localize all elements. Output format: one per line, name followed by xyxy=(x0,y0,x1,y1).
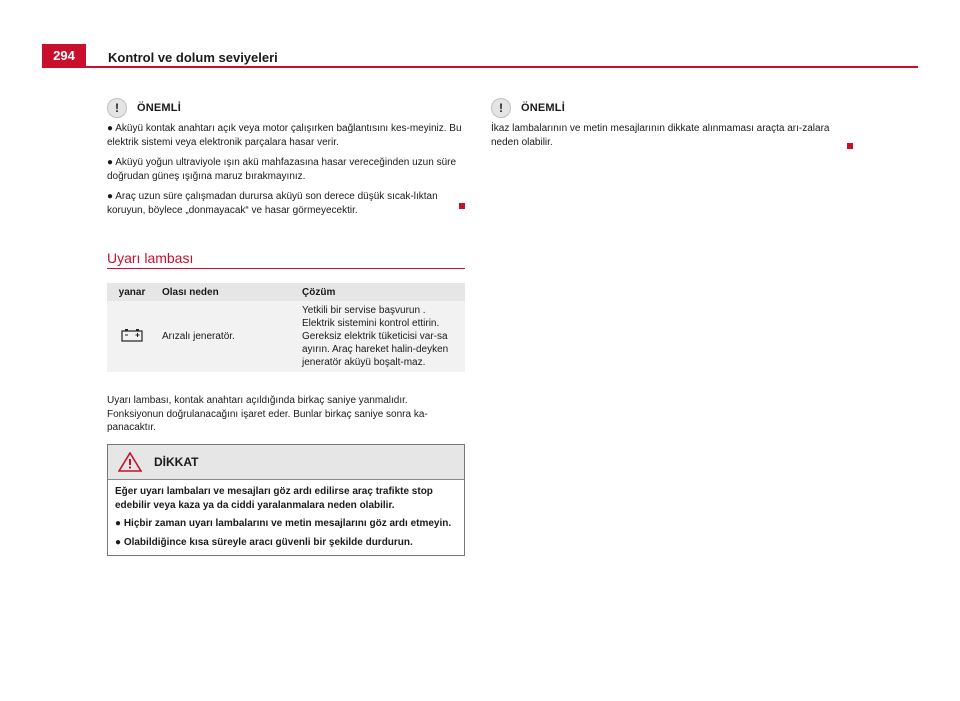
table-row xyxy=(107,301,465,372)
caution-header xyxy=(108,445,464,480)
caution-item: ● Hiçbir zaman uyarı lambalarını ve metin mesajlarını göz ardı etmeyin. xyxy=(115,518,452,529)
header-divider xyxy=(42,66,918,68)
caution-box xyxy=(107,444,465,556)
exclamation-icon: ! xyxy=(491,98,511,118)
caution-body xyxy=(108,480,464,559)
notice-title: ÖNEMLİ xyxy=(521,102,565,114)
column-header: Çözüm xyxy=(297,283,465,301)
table-header-row xyxy=(107,283,465,301)
page-title: Kontrol ve dolum seviyeleri xyxy=(108,50,278,65)
notice-title: ÖNEMLİ xyxy=(137,102,181,114)
section-title: Uyarı lambası xyxy=(107,250,194,266)
notice-important-right xyxy=(491,98,849,156)
notice-item: ● Aküyü yoğun ultraviyole ışın akü mahfazasına hasar vereceğinden uzun süre doğrudan güneş ışığına maruz bırakmayınız. xyxy=(107,157,457,182)
column-header: Olası neden xyxy=(157,283,297,301)
solution-cell: Yetkili bir servise başvurun . Elektrik sistemini kontrol ettirin. Gereksiz elektrik tüketicisi var-sa ayırın. Araç hareket halin-deyken jeneratör aküyü boşalt-maz. xyxy=(297,301,465,372)
warning-lamp-table xyxy=(107,283,465,372)
body-text: Uyarı lambası, kontak anahtarı açıldığında birkaç saniye yanmalıdır. Fonksiyonun doğrulanacağını işaret eder. Bunlar birkaç saniye sonra ka-panacaktır. xyxy=(107,395,428,433)
cause-cell: Arızalı jeneratör. xyxy=(157,301,297,372)
notice-header xyxy=(107,98,465,118)
notice-text: İkaz lambalarının ve metin mesajlarının dikkate alınmaması araçta arı-zalara neden olabilir. xyxy=(491,123,830,148)
caution-title: DİKKAT xyxy=(154,455,199,469)
battery-icon xyxy=(121,328,143,342)
caution-item: ● Olabildiğince kısa süreyle aracı güvenli bir şekilde durdurun. xyxy=(115,536,413,548)
symbol-cell xyxy=(107,301,157,372)
exclamation-icon: ! xyxy=(107,98,127,118)
section-end-marker xyxy=(459,203,465,209)
notice-item: ● Araç uzun süre çalışmadan durursa aküyü son derece düşük sıcak-lıktan koruyun, böylece „donmayacak“ ve hasar görmeyecektir. xyxy=(107,191,438,216)
warning-triangle-icon xyxy=(118,452,142,472)
column-header: yanar xyxy=(107,283,157,301)
notice-important-left xyxy=(107,98,465,224)
caution-item: Eğer uyarı lambaları ve mesajları göz ardı edilirse araç trafikte stop edebilir veya kaza ya da ciddi yaralanmalara neden olabilir. xyxy=(115,486,433,511)
page-number: 294 xyxy=(42,44,86,68)
section-end-marker xyxy=(847,143,853,149)
section-divider xyxy=(107,268,465,269)
notice-header xyxy=(491,98,849,118)
notice-item: ● Aküyü kontak anahtarı açık veya motor çalışırken bağlantısını kes-meyiniz. Bu elektrik sistemi veya elektronik parçalara hasar verir. xyxy=(107,123,462,148)
